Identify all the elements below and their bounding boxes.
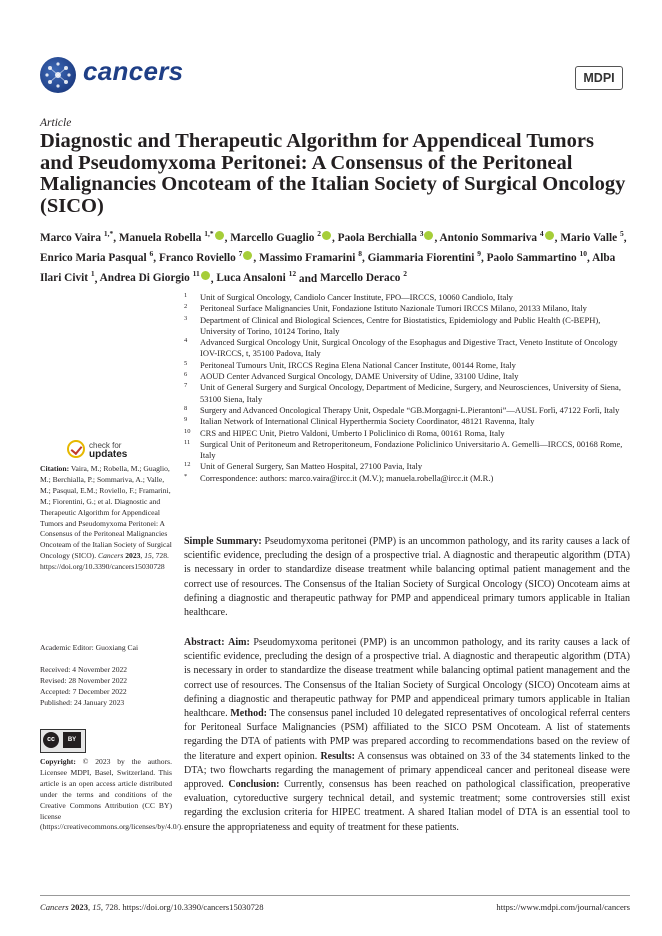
- article-type: Article: [40, 117, 72, 129]
- results-text: A consensus was obtained on 33 of the 34 statements linked to the DTA; two flowcharts regarding the management of primary appendiceal cancer and peritoneal disease were approved.: [184, 750, 630, 791]
- affiliation: [184, 428, 630, 439]
- affiliation: [184, 382, 630, 405]
- abstract: [184, 636, 630, 835]
- citation-block: Citation: Vaira, M.; Robella, M.; Guaglio, M.; Berchialla, P.; Sommariva, A.; Valle, M.; Pasqual, E.M.; Roviello, F.; Framarini, M.; Fiorentini, G.; et al. Diagnostic and Therapeutic Algorithm for Appendiceal Tumors and Pseudomyxoma Peritonei: A Consensus of the Peritoneal Malignancies Oncoteam of the Italian Society of Surgical Oncology (SICO). Cancers 2023, 15, 728. https://doi.org/10.3390/cancers15030728: [40, 464, 172, 572]
- author: [560, 229, 624, 244]
- author-name: Manuela Robella: [118, 231, 202, 244]
- author: [230, 229, 332, 244]
- author-list: Marco Vaira $^{1,*}$, Manuela Robella $^{1,*}$ , Marcello Guaglio $^2$ , Paola Berchialla $^3$ , Antonio Sommariva $^4$ , Mario Valle $^5$, Enrico Maria Pasqual $^6$, Franco Roviello $^7$ , Massimo Framarini $^8$, Giammaria Fiorentini $^9$, Paolo Sammartino $^{10}$, Alba Ilari Civit $^1$, Andrea Di Giorgio $^{11}$ , Luca Ansaloni $^{12}$ and Marcello Deraco $^2$: [40, 229, 627, 285]
- simple-summary-text: Pseudomyxoma peritonei (PMP) is an uncommon pathology, and its rarity causes a lack of scientific evidence, precluding the design of a prospective trial. A diagnostic and therapeutic algorithm (DTA) is necessary in order to standardize disease treatment while balancing optimal patient management and the correct use of resources. The Consensus of the Italian Society of Surgical Oncology (SICO) Oncoteam aims at defining a diagnostic and therapeutic pathway for PMP and appendiceal primary tumors applicable in Italian healthcare.: [184, 536, 631, 619]
- academic-editor: Academic Editor: Guoxiang Cai: [40, 643, 139, 652]
- author-affiliation-number: 3: [419, 229, 424, 238]
- affiliation: [184, 303, 630, 314]
- citation-year: 2023: [125, 551, 141, 561]
- author: [337, 229, 435, 244]
- author: [40, 249, 154, 265]
- affiliation-number: 1: [184, 292, 188, 299]
- affiliation-number: 7: [184, 382, 188, 390]
- affiliation-text: Peritoneal Surface Malignancies Unit, Fondazione Istituto Nazionale Tumori IRCCS Milano, 20133 Milano, Italy: [200, 303, 587, 314]
- dates-block: [40, 665, 172, 709]
- author-name: Giammaria Fiorentini: [367, 252, 475, 265]
- journal-logo-icon: [40, 57, 76, 93]
- affiliation: [184, 439, 630, 462]
- affiliation-number: 5: [184, 359, 188, 367]
- affiliation-text: CRS and HIPEC Unit, Pietro Valdoni, Umberto I Policlinico di Roma, 00161 Roma, Italy: [200, 427, 505, 438]
- author: [439, 229, 554, 244]
- affiliation-text: Correspondence: authors: marco.vaira@ircc.it (M.V.); manuela.robella@ircc.it (M.R.): [200, 472, 494, 483]
- author: [319, 269, 407, 285]
- affiliation-number: 4: [184, 337, 188, 345]
- accepted-date: Accepted: 7 December 2022: [40, 686, 127, 696]
- aim-text: Pseudomyxoma peritonei (PMP) is an uncommon pathology, and its rarity causes a lack of scientific evidence, precluding the design of a prospective trial. A diagnostic and therapeutic algorithm (DTA) is necessary in order to standardize the disease treatment while balancing optimal patient management and the correct use of resources. The Consensus of the Italian Society of Surgical Oncology (SICO) Oncoteam aims at defining a diagnostic and therapeutic pathway for PMP and appendiceal primary tumors applicable in Italian healthcare.: [184, 637, 630, 720]
- orcid-icon[interactable]: [322, 231, 331, 240]
- footer-divider: [40, 895, 630, 896]
- footer-citation: Cancers 2023, 15, 728. https://doi.org/10.3390/cancers15030728: [40, 902, 264, 912]
- published-date: Published: 24 January 2023: [40, 697, 125, 707]
- author-name: Massimo Framarini: [259, 252, 356, 265]
- article-title: Diagnostic and Therapeutic Algorithm for Appendiceal Tumors and Pseudomyxoma Peritonei: A Consensus of the Peritoneal Malignancies Oncoteam of the Italian Society of Surgical Oncology (SICO): [40, 130, 626, 217]
- aim-label: Aim:: [228, 637, 250, 648]
- orcid-icon[interactable]: [545, 231, 554, 240]
- revised-date: Revised: 28 November 2022: [40, 675, 128, 685]
- results-label: Results:: [320, 750, 355, 762]
- affiliation-text: Unit of Surgical Oncology, Candiolo Cancer Institute, FPO—IRCCS, 10060 Candiolo, Italy: [200, 292, 513, 302]
- citation-doi[interactable]: , 728. https://doi.org/10.3390/cancers15030728: [40, 551, 169, 572]
- affiliation: [184, 337, 630, 360]
- author-name: Marcello Guaglio: [230, 231, 315, 244]
- affiliation: [184, 360, 630, 371]
- author: [118, 229, 225, 244]
- affiliation-number: 3: [184, 314, 188, 322]
- affiliation-number: 6: [184, 371, 188, 379]
- footer-doi[interactable]: , 728. https://doi.org/10.3390/cancers15030728: [100, 902, 264, 912]
- affiliation-number: 9: [184, 416, 188, 424]
- author-name: Marcello Deraco: [319, 272, 401, 285]
- conclusion-label: Conclusion:: [228, 779, 280, 791]
- author-name: Paolo Sammartino: [486, 252, 577, 265]
- affiliation-list: [184, 292, 630, 484]
- affiliation-number: 11: [184, 438, 191, 446]
- author: [99, 269, 211, 285]
- author: [486, 249, 588, 265]
- by-icon: BY: [63, 732, 81, 748]
- footer-journal-url[interactable]: https://www.mdpi.com/journal/cancers: [496, 902, 630, 912]
- copyright-text: © 2023 by the authors. Licensee MDPI, Basel, Switzerland. This article is an open access article distributed under the terms and conditions of the Creative Commons Attribution (CC BY) license (https://creativecommons.org/licenses/by/4.0/).: [40, 757, 184, 832]
- author-affiliation-number: 2: [317, 229, 322, 238]
- affiliation-text: Surgery and Advanced Oncological Therapy Unit, Ospedale “GB.Morgagni-L.Pierantoni”—AUSL Forlì, 47122 Forlì, Italy: [200, 404, 620, 415]
- footer-journal: Cancers: [40, 902, 69, 912]
- author: [259, 249, 362, 265]
- author-affiliation-number: 1: [90, 269, 95, 279]
- affiliation: [184, 371, 630, 382]
- author-affiliation-number: 5: [619, 229, 624, 238]
- author-affiliation-number: 4: [539, 229, 544, 238]
- affiliation: [184, 416, 630, 427]
- author-name: Marco Vaira: [40, 231, 101, 244]
- affiliation-text: Department of Clinical and Biological Sciences, Centre for Biostatistics, Epidemiology and Public Health (C-BEPH), University of Torino, 10124 Torino, Italy: [200, 314, 601, 336]
- author-name: Antonio Sommariva: [439, 231, 538, 244]
- affiliation-number: *: [184, 472, 188, 480]
- orcid-icon[interactable]: [201, 271, 210, 280]
- author-name: Paola Berchialla: [337, 231, 417, 244]
- affiliation: [184, 473, 630, 484]
- orcid-icon[interactable]: [243, 251, 252, 260]
- author: [40, 229, 114, 244]
- author-name: Alba Ilari Civit: [40, 252, 616, 285]
- author-name: Enrico Maria Pasqual: [40, 252, 147, 265]
- affiliation-number: 10: [184, 427, 191, 435]
- received-date: Received: 4 November 2022: [40, 665, 128, 674]
- footer-volume: 15: [92, 902, 101, 912]
- affiliation-text: Unit of General Surgery and Surgical Oncology, Department of Medicine, Surgery, and Neurosciences, University of Siena, 53100 Siena, Italy: [200, 382, 621, 404]
- affiliation: [184, 405, 630, 416]
- orcid-icon[interactable]: [215, 231, 224, 240]
- journal-name: cancers: [83, 56, 184, 86]
- simple-summary-label: Simple Summary:: [184, 536, 262, 547]
- affiliation-number: 2: [184, 303, 188, 311]
- author-affiliation-number: 1,*: [103, 229, 114, 238]
- affiliation-number: 8: [184, 404, 188, 412]
- affiliation-text: AOUD Center Advanced Surgical Oncology, DAME University of Udine, 33100 Udine, Italy: [200, 371, 519, 382]
- author-name: Mario Valle: [560, 231, 618, 244]
- cc-icon: cc: [43, 732, 59, 748]
- method-label: Method:: [230, 708, 267, 720]
- author-name: Andrea Di Giorgio: [99, 272, 190, 285]
- citation-journal: Cancers: [98, 551, 124, 561]
- method-text: The consensus panel included 10 delegated representatives of oncological referral centers for Peritoneal Surface Malignancies (PSM) affiliated to the SICO PSM Oncoteam. A list of statements regarding the DTA of patients with PMP was prepared according to recommendations based on the review of the literature and expert opinion.: [184, 708, 630, 762]
- affiliation-text: Peritoneal Tumours Unit, IRCCS Regina Elena National Cancer Institute, 00144 Rome, Italy: [200, 359, 516, 370]
- author-affiliation-number: 7: [238, 249, 243, 259]
- copyright-block: [40, 757, 184, 833]
- affiliation: [184, 315, 630, 338]
- conclusion-text: Currently, consensus has been reached on pathological classification, preoperative evaluation, cytoreductive surgery technical detail, and systemic treatment; some controversies still exist regarding the exclusion criteria for HIPEC treatment. A shared Italian model of DTA is an essential tool to ensure the appropriateness and equity of treatment for these patients.: [184, 779, 631, 833]
- author: [216, 269, 297, 285]
- citation-volume: 15: [144, 551, 152, 561]
- cc-by-license-badge[interactable]: [40, 729, 86, 753]
- author-affiliation-number: 1,*: [204, 229, 214, 238]
- author-affiliation-number: 2: [403, 269, 407, 279]
- simple-summary: [184, 535, 630, 620]
- author-name: Franco Roviello: [158, 252, 236, 265]
- author: [367, 249, 481, 265]
- author-affiliation-number: 8: [358, 249, 362, 259]
- affiliation-text: Unit of General Surgery, San Matteo Hospital, 27100 Pavia, Italy: [200, 461, 423, 472]
- copyright-label: Copyright:: [40, 757, 76, 766]
- author-affiliation-number: 10: [579, 249, 588, 259]
- author-affiliation-number: 12: [288, 269, 297, 279]
- citation-label: Citation:: [40, 464, 70, 473]
- abstract-label: Abstract:: [184, 637, 225, 648]
- orcid-icon[interactable]: [424, 231, 433, 240]
- affiliation: [184, 461, 630, 472]
- affiliation: [184, 292, 630, 303]
- affiliation-text: Surgical Unit of Peritoneum and Retroperitoneum, Fondazione Policlinico Universitario A. Gemelli—IRCCS, 00168 Rome, Italy: [200, 438, 623, 461]
- author-affiliation-number: 9: [477, 249, 481, 259]
- affiliation-text: Advanced Surgical Oncology Unit, Surgical Oncology of the Esophagus and Digestive Tract, Veneto Institute of Oncology IOV-IRCCS, t, 35100 Padova, Italy: [200, 337, 618, 359]
- affiliation-text: Italian Network of International Clinical Hyperthermia Society Coordinator, 48121 Ravenna, Italy: [200, 416, 535, 427]
- author-name: Luca Ansaloni: [216, 272, 286, 285]
- affiliation-number: 12: [184, 461, 191, 469]
- author-affiliation-number: 11: [192, 269, 200, 279]
- author-affiliation-number: 6: [149, 249, 154, 259]
- updates-label: updates: [89, 449, 128, 460]
- publisher-logo: MDPI: [575, 66, 623, 90]
- author: [158, 249, 253, 265]
- footer-year: 2023: [70, 902, 88, 912]
- citation-text: Vaira, M.; Robella, M.; Guaglio, M.; Berchialla, P.; Sommariva, A.; Valle, M.; Pasqual, E.M.; Roviello, F.; Framarini, M.; Fiorentini, G.; et al. Diagnostic and Therapeutic Algorithm for Appendiceal Tumors and Pseudomyxoma Peritonei: A Consensus of the Peritoneal Malignancies Oncoteam of the Italian Society of Surgical Oncology (SICO).: [40, 464, 172, 561]
- check-updates-icon: [67, 440, 85, 458]
- check-for-label: check for: [89, 441, 122, 450]
